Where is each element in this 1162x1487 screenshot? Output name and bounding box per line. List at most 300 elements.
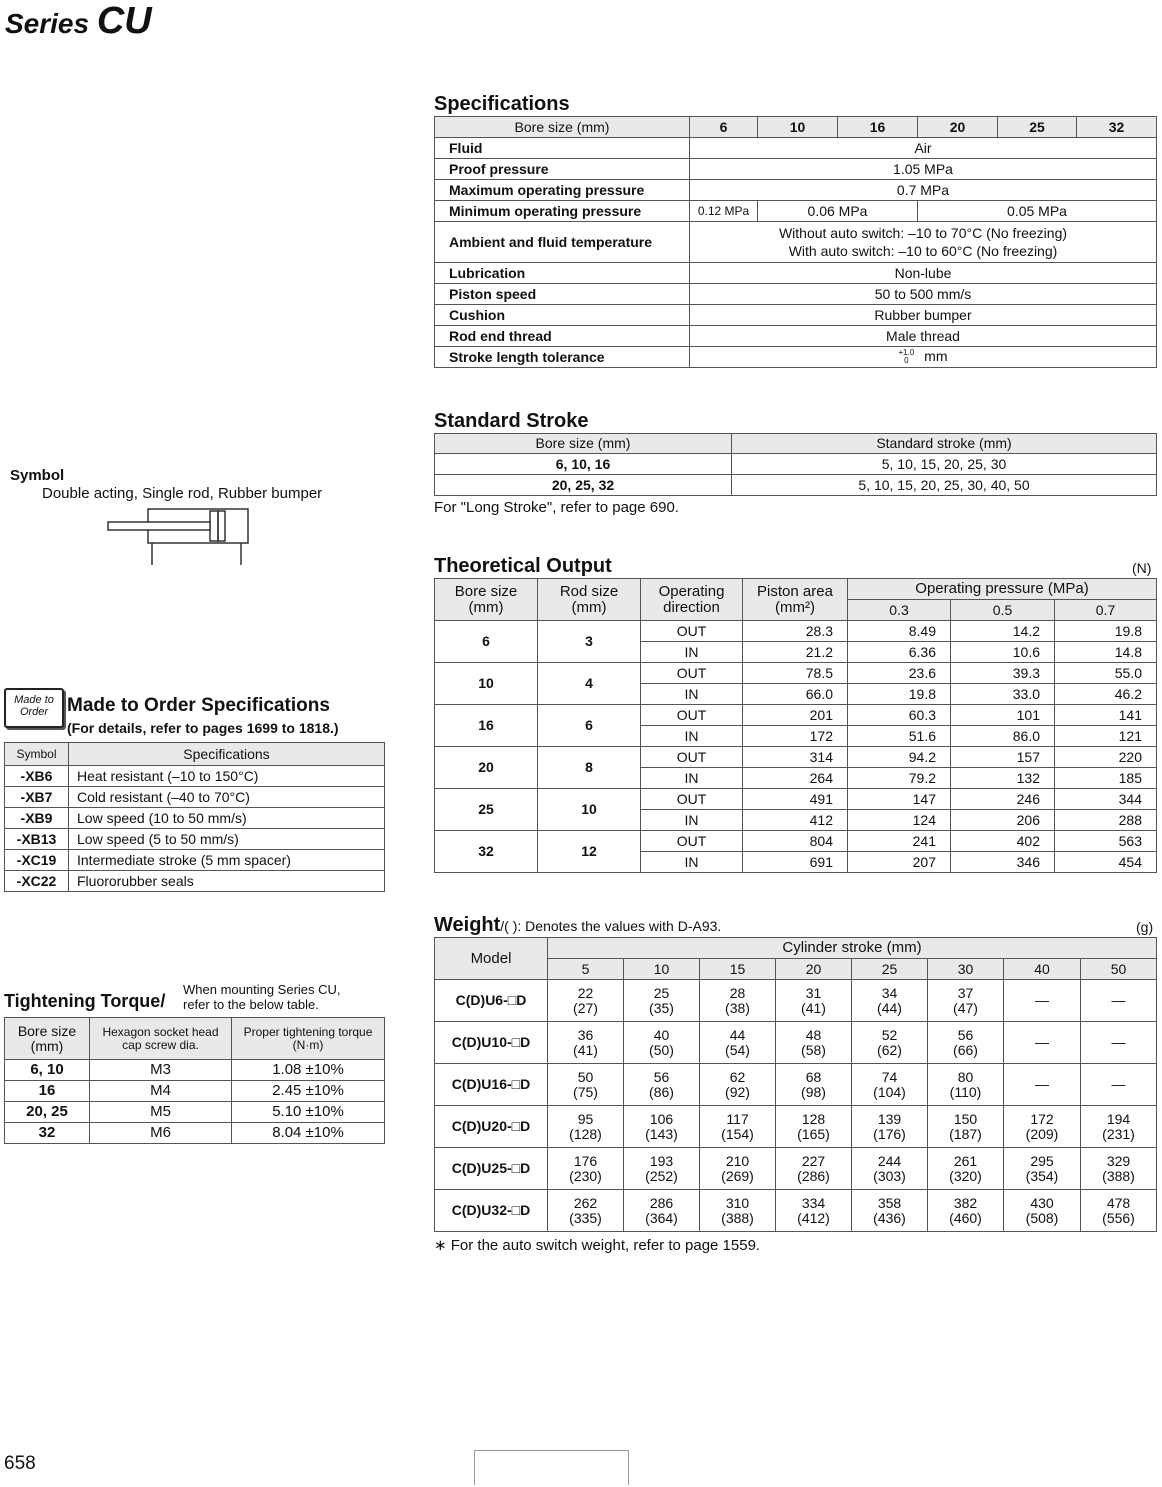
mto-symbol: -XC19 (5, 850, 69, 871)
output-direction: IN (641, 726, 743, 747)
weight-value-with-switch: (286) (797, 1167, 830, 1184)
output-value-0-7: 220 (1055, 747, 1157, 768)
output-header-direction-l2: direction (663, 598, 720, 616)
weight-value: 28 (729, 984, 746, 1001)
weight-value: 62 (729, 1068, 746, 1085)
mto-symbol: -XB13 (5, 829, 69, 850)
weight-value-with-switch: (231) (1102, 1125, 1135, 1142)
mto-header-spec: Specifications (69, 743, 385, 766)
weight-model: C(D)U6-□D (435, 980, 548, 1022)
weight-row (435, 1064, 1157, 1106)
output-header-area-l2: (mm²) (775, 598, 815, 616)
specs-label: Rod end thread (435, 326, 690, 347)
specs-value: 0.06 MPa (758, 201, 918, 222)
weight-value-with-switch: (165) (797, 1125, 830, 1142)
weight-value-with-switch: (388) (1102, 1167, 1135, 1184)
weight-table (434, 937, 1157, 1232)
stroke-row (435, 454, 1157, 475)
weight-value: 358 (877, 1194, 902, 1211)
weight-value: 31 (805, 984, 822, 1001)
weight-cell (624, 1190, 700, 1232)
weight-header-stroke: Cylinder stroke (mm) (548, 938, 1157, 959)
output-value-0-7: 563 (1055, 831, 1157, 852)
mto-symbol: -XC22 (5, 871, 69, 892)
output-value-0-5: 132 (951, 768, 1055, 789)
weight-value: 295 (1030, 1152, 1054, 1169)
weight-value-with-switch: (110) (949, 1083, 982, 1100)
output-value-0-3: 19.8 (848, 684, 951, 705)
weight-stroke-header: 10 (624, 959, 700, 980)
weight-header-model: Model (435, 938, 548, 980)
output-header-area (743, 579, 848, 621)
specs-bore-25: 25 (998, 117, 1077, 138)
weight-value-with-switch: (556) (1102, 1209, 1135, 1226)
mto-row (5, 787, 385, 808)
torque-title: Tightening Torque/ (4, 991, 166, 1011)
weight-cell (928, 980, 1004, 1022)
output-value-0-3: 124 (848, 810, 951, 831)
mto-symbol: -XB7 (5, 787, 69, 808)
specs-label: Stroke length tolerance (435, 347, 690, 368)
weight-value: 40 (653, 1026, 670, 1043)
weight-value: 227 (801, 1152, 826, 1169)
output-rod: 6 (538, 705, 641, 747)
stroke-bore: 6, 10, 16 (435, 454, 732, 475)
torque-row (5, 1123, 385, 1144)
torque-header-torque-l2: (N·m) (292, 1037, 324, 1052)
stroke-title: Standard Stroke (434, 410, 589, 432)
output-value-0-5: 33.0 (951, 684, 1055, 705)
weight-cell (624, 1148, 700, 1190)
specs-row-min-op (435, 201, 1157, 222)
output-title: Theoretical Output (434, 555, 612, 577)
output-area: 691 (743, 852, 848, 873)
output-direction: OUT (641, 747, 743, 768)
output-value-0-7: 141 (1055, 705, 1157, 726)
weight-value: 139 (877, 1110, 902, 1127)
weight-cell (852, 1022, 928, 1064)
weight-value: — (1111, 1076, 1126, 1092)
specs-value: 0.7 MPa (690, 180, 1157, 201)
output-direction: OUT (641, 705, 743, 726)
weight-cell (776, 1106, 852, 1148)
weight-value-with-switch: (44) (877, 999, 902, 1016)
weight-cell (852, 1190, 928, 1232)
output-rod: 12 (538, 831, 641, 873)
weight-value: 334 (801, 1194, 826, 1211)
output-area: 264 (743, 768, 848, 789)
output-value-0-5: 402 (951, 831, 1055, 852)
weight-value: 56 (653, 1068, 670, 1085)
weight-cell (1081, 1106, 1157, 1148)
output-value-0-7: 454 (1055, 852, 1157, 873)
output-value-0-3: 241 (848, 831, 951, 852)
weight-cell (624, 1022, 700, 1064)
series-title (5, 0, 152, 43)
weight-value-with-switch: (104) (873, 1083, 906, 1100)
specs-bore-6: 6 (690, 117, 758, 138)
weight-value-with-switch: (269) (721, 1167, 754, 1184)
weight-value: — (1111, 992, 1126, 1008)
weight-cell (776, 1022, 852, 1064)
specs-row-piston-speed (435, 284, 1157, 305)
weight-cell (624, 980, 700, 1022)
specs-bore-32: 32 (1077, 117, 1157, 138)
weight-model: C(D)U16-□D (435, 1064, 548, 1106)
specs-bore-20: 20 (918, 117, 998, 138)
weight-cell (1081, 1022, 1157, 1064)
weight-cell (624, 1106, 700, 1148)
weight-stroke-header: 50 (1081, 959, 1157, 980)
weight-value: 194 (1106, 1110, 1131, 1127)
weight-value: — (1111, 1034, 1126, 1050)
specs-tolerance-fraction (898, 349, 914, 365)
output-area: 804 (743, 831, 848, 852)
specs-row-tolerance (435, 347, 1157, 368)
weight-value-with-switch: (66) (953, 1041, 978, 1058)
output-value-0-3: 207 (848, 852, 951, 873)
torque-header-screw (90, 1018, 232, 1060)
weight-model: C(D)U10-□D (435, 1022, 548, 1064)
weight-value-with-switch: (98) (801, 1083, 826, 1100)
weight-value-with-switch: (176) (873, 1125, 906, 1142)
series-label: Series (5, 8, 97, 39)
weight-value: — (1035, 1034, 1049, 1050)
weight-cell (928, 1148, 1004, 1190)
weight-value: 286 (649, 1194, 674, 1211)
weight-heading (434, 914, 721, 937)
weight-value: 430 (1030, 1194, 1054, 1211)
output-table (434, 578, 1157, 873)
weight-cell (548, 980, 624, 1022)
output-bore: 10 (435, 663, 538, 705)
specs-ambient-line1: Without auto switch: –10 to 70°C (No freezing) (778, 225, 1068, 241)
weight-value: 52 (881, 1026, 898, 1043)
torque-note-line2: refer to the below table. (183, 997, 319, 1012)
specs-label: Proof pressure (435, 159, 690, 180)
weight-value-with-switch: (364) (645, 1209, 678, 1226)
torque-bore: 6, 10 (5, 1060, 90, 1081)
mto-row (5, 850, 385, 871)
specs-label: Lubrication (435, 263, 690, 284)
mto-title: Made to Order Specifications (67, 695, 330, 716)
weight-value: 95 (577, 1110, 594, 1127)
specs-bore-16: 16 (838, 117, 918, 138)
weight-value-with-switch: (460) (949, 1209, 982, 1226)
output-value-0-3: 23.6 (848, 663, 951, 684)
specs-bore-10: 10 (758, 117, 838, 138)
weight-stroke-header: 30 (928, 959, 1004, 980)
torque-bore: 16 (5, 1081, 90, 1102)
specs-tolerance-unit: mm (924, 347, 948, 364)
weight-value: 74 (881, 1068, 898, 1085)
stroke-table (434, 433, 1157, 496)
weight-value: 44 (729, 1026, 746, 1043)
torque-header-bore (5, 1018, 90, 1060)
output-value-0-7: 185 (1055, 768, 1157, 789)
output-value-0-7: 55.0 (1055, 663, 1157, 684)
weight-cell (928, 1064, 1004, 1106)
weight-cell (624, 1064, 700, 1106)
specs-row-proof (435, 159, 1157, 180)
weight-title: Weight (434, 914, 501, 936)
output-header-pressure: Operating pressure (MPa) (848, 579, 1157, 600)
weight-cell (776, 1148, 852, 1190)
specs-row-fluid (435, 138, 1157, 159)
output-pressure-0-5: 0.5 (951, 600, 1055, 621)
weight-value: 80 (957, 1068, 974, 1085)
specs-label: Fluid (435, 138, 690, 159)
output-area: 201 (743, 705, 848, 726)
specs-table (434, 116, 1157, 368)
output-row (435, 831, 1157, 852)
weight-value-with-switch: (303) (873, 1167, 906, 1184)
weight-subtitle: /( ): Denotes the values with D-A93. (500, 918, 722, 934)
weight-value: 68 (805, 1068, 822, 1085)
specs-label: Ambient and fluid temperature (435, 222, 690, 263)
weight-value-with-switch: (354) (1025, 1167, 1059, 1184)
weight-cell (700, 1190, 776, 1232)
torque-screw: M5 (90, 1102, 232, 1123)
output-value-0-5: 14.2 (951, 621, 1055, 642)
weight-cell (1004, 1064, 1081, 1106)
weight-cell (852, 980, 928, 1022)
weight-row (435, 1190, 1157, 1232)
mto-table (4, 742, 385, 892)
specs-label: Cushion (435, 305, 690, 326)
specs-label: Piston speed (435, 284, 690, 305)
weight-cell (1081, 980, 1157, 1022)
specs-value: 50 to 500 mm/s (690, 284, 1157, 305)
output-direction: IN (641, 852, 743, 873)
symbol-description: Double acting, Single rod, Rubber bumper (42, 485, 323, 502)
mto-spec: Heat resistant (–10 to 150°C) (69, 766, 385, 787)
weight-value-with-switch: (41) (573, 1041, 598, 1058)
output-area: 21.2 (743, 642, 848, 663)
output-direction: OUT (641, 663, 743, 684)
stroke-header-bore: Bore size (mm) (435, 434, 732, 454)
output-value-0-5: 346 (951, 852, 1055, 873)
specs-tolerance-minus: 0 (904, 356, 909, 366)
weight-value: 261 (953, 1152, 978, 1169)
output-value-0-3: 6.36 (848, 642, 951, 663)
weight-value: 37 (957, 984, 974, 1001)
mto-spec: Cold resistant (–40 to 70°C) (69, 787, 385, 808)
specs-label: Maximum operating pressure (435, 180, 690, 201)
output-bore: 16 (435, 705, 538, 747)
weight-model: C(D)U20-□D (435, 1106, 548, 1148)
output-area: 314 (743, 747, 848, 768)
weight-value: 172 (1030, 1110, 1054, 1127)
output-area: 78.5 (743, 663, 848, 684)
weight-value: 22 (577, 984, 594, 1001)
weight-value-with-switch: (27) (573, 999, 598, 1016)
mto-badge-line2: Order (19, 706, 49, 718)
output-value-0-5: 101 (951, 705, 1055, 726)
weight-value: 310 (725, 1194, 750, 1211)
weight-value: 25 (653, 984, 670, 1001)
weight-value: 117 (726, 1110, 749, 1127)
specs-title: Specifications (434, 93, 570, 115)
weight-note: ∗ For the auto switch weight, refer to page 1559. (434, 1237, 761, 1254)
output-header-rod-l2: (mm) (571, 598, 607, 616)
weight-cell (928, 1106, 1004, 1148)
weight-value: — (1035, 992, 1049, 1008)
specs-label: Minimum operating pressure (435, 201, 690, 222)
specs-value: Non-lube (690, 263, 1157, 284)
weight-value: 106 (649, 1110, 674, 1127)
weight-value-with-switch: (58) (801, 1041, 826, 1058)
weight-cell (700, 1148, 776, 1190)
torque-value: 8.04 ±10% (232, 1123, 385, 1144)
output-value-0-7: 19.8 (1055, 621, 1157, 642)
weight-value: 150 (953, 1110, 978, 1127)
torque-value: 1.08 ±10% (232, 1060, 385, 1081)
weight-value: 34 (881, 984, 898, 1001)
specs-ambient-line2: With auto switch: –10 to 60°C (No freezing) (788, 243, 1058, 259)
weight-value: 244 (877, 1152, 902, 1169)
mto-row (5, 766, 385, 787)
weight-cell (700, 980, 776, 1022)
weight-value-with-switch: (335) (569, 1209, 602, 1226)
weight-cell (1004, 1148, 1081, 1190)
torque-header-bore-l2: (mm) (30, 1037, 64, 1054)
stroke-values: 5, 10, 15, 20, 25, 30 (732, 454, 1157, 475)
weight-cell (776, 1064, 852, 1106)
weight-value: 210 (725, 1152, 750, 1169)
torque-row (5, 1102, 385, 1123)
specs-value: Rubber bumper (690, 305, 1157, 326)
weight-cell (928, 1022, 1004, 1064)
torque-bore: 20, 25 (5, 1102, 90, 1123)
weight-cell (700, 1106, 776, 1148)
weight-cell (928, 1190, 1004, 1232)
mto-row (5, 829, 385, 850)
weight-cell (700, 1064, 776, 1106)
weight-cell (1081, 1190, 1157, 1232)
weight-value: 48 (805, 1026, 822, 1043)
weight-value-with-switch: (209) (1025, 1125, 1059, 1142)
weight-row (435, 1022, 1157, 1064)
output-direction: IN (641, 684, 743, 705)
mto-row (5, 871, 385, 892)
weight-value: 193 (649, 1152, 674, 1169)
specs-row-max-op (435, 180, 1157, 201)
output-value-0-5: 246 (951, 789, 1055, 810)
output-value-0-7: 14.8 (1055, 642, 1157, 663)
weight-value-with-switch: (75) (573, 1083, 598, 1100)
stroke-row (435, 475, 1157, 496)
mto-symbol: -XB6 (5, 766, 69, 787)
output-direction: IN (641, 642, 743, 663)
specs-row-cushion (435, 305, 1157, 326)
output-value-0-7: 344 (1055, 789, 1157, 810)
output-value-0-5: 39.3 (951, 663, 1055, 684)
weight-cell (700, 1022, 776, 1064)
weight-cell (1004, 980, 1081, 1022)
torque-value: 5.10 ±10% (232, 1102, 385, 1123)
weight-value-with-switch: (50) (649, 1041, 674, 1058)
symbol-title: Symbol (10, 467, 65, 484)
torque-bore: 32 (5, 1123, 90, 1144)
output-value-0-5: 206 (951, 810, 1055, 831)
output-bore: 6 (435, 621, 538, 663)
specs-value (690, 347, 1157, 368)
weight-cell (548, 1022, 624, 1064)
weight-cell (852, 1148, 928, 1190)
output-direction: OUT (641, 621, 743, 642)
weight-value-with-switch: (41) (801, 999, 826, 1016)
specs-row-lubrication (435, 263, 1157, 284)
output-value-0-3: 60.3 (848, 705, 951, 726)
torque-value: 2.45 ±10% (232, 1081, 385, 1102)
output-value-0-3: 51.6 (848, 726, 951, 747)
output-area: 172 (743, 726, 848, 747)
output-value-0-5: 86.0 (951, 726, 1055, 747)
specs-row-rod-end (435, 326, 1157, 347)
weight-stroke-header: 15 (700, 959, 776, 980)
weight-row (435, 1106, 1157, 1148)
torque-header-torque (232, 1018, 385, 1060)
weight-cell (548, 1064, 624, 1106)
output-unit: (N) (1132, 560, 1152, 576)
output-value-0-3: 94.2 (848, 747, 951, 768)
weight-stroke-header: 40 (1004, 959, 1081, 980)
torque-screw: M4 (90, 1081, 232, 1102)
stroke-values: 5, 10, 15, 20, 25, 30, 40, 50 (732, 475, 1157, 496)
weight-value-with-switch: (62) (877, 1041, 902, 1058)
output-value-0-3: 79.2 (848, 768, 951, 789)
weight-cell (1081, 1064, 1157, 1106)
mto-spec: Fluororubber seals (69, 871, 385, 892)
mto-symbol: -XB9 (5, 808, 69, 829)
mto-subtitle: (For details, refer to pages 1699 to 1818.) (67, 720, 339, 736)
output-area: 66.0 (743, 684, 848, 705)
weight-cell (776, 1190, 852, 1232)
weight-stroke-header: 5 (548, 959, 624, 980)
weight-cell (1004, 1106, 1081, 1148)
output-area: 491 (743, 789, 848, 810)
output-bore: 25 (435, 789, 538, 831)
torque-table (4, 1017, 385, 1144)
output-header-direction (641, 579, 743, 621)
weight-value-with-switch: (252) (645, 1167, 678, 1184)
weight-row (435, 980, 1157, 1022)
output-value-0-7: 46.2 (1055, 684, 1157, 705)
weight-cell (548, 1190, 624, 1232)
stroke-bore: 20, 25, 32 (435, 475, 732, 496)
weight-stroke-header: 20 (776, 959, 852, 980)
torque-screw: M6 (90, 1123, 232, 1144)
weight-value-with-switch: (47) (953, 999, 978, 1016)
mto-badge-line1: Made to (14, 694, 54, 706)
specs-value: Male thread (690, 326, 1157, 347)
footer-box (474, 1450, 629, 1485)
weight-value-with-switch: (154) (721, 1125, 754, 1142)
specs-tolerance-plus: +1.0 (898, 348, 915, 358)
weight-value-with-switch: (143) (645, 1125, 678, 1142)
mto-header-symbol: Symbol (5, 743, 69, 766)
weight-value-with-switch: (508) (1025, 1209, 1059, 1226)
output-value-0-5: 10.6 (951, 642, 1055, 663)
output-row (435, 705, 1157, 726)
weight-value-with-switch: (54) (725, 1041, 750, 1058)
output-value-0-7: 288 (1055, 810, 1157, 831)
output-value-0-5: 157 (951, 747, 1055, 768)
torque-note (183, 982, 341, 1012)
output-row (435, 663, 1157, 684)
output-row (435, 621, 1157, 642)
